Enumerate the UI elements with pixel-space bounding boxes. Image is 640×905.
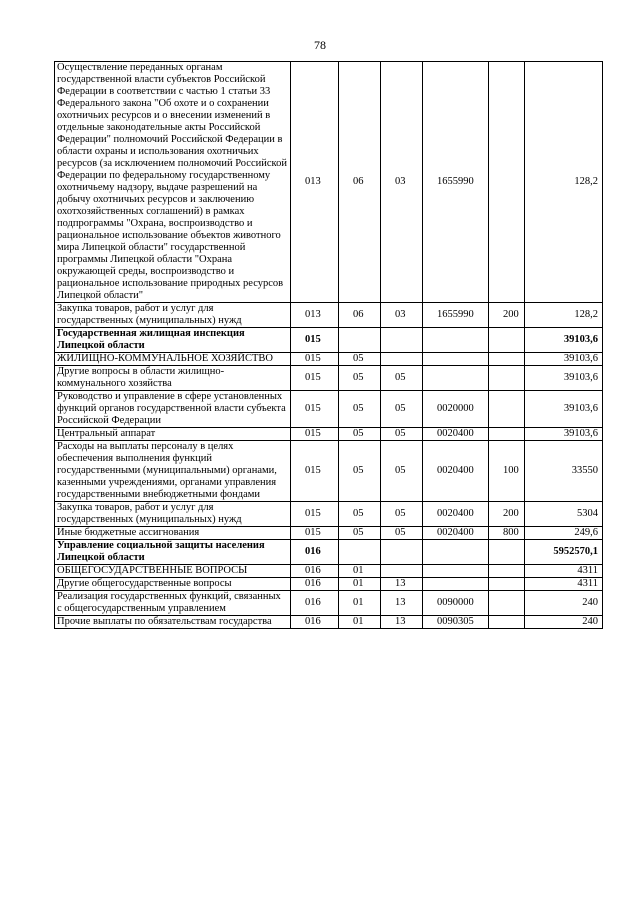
table-row: [55, 303, 603, 328]
row-name: Государственная жилищная инспекция Липецкой области: [55, 328, 291, 353]
row-expense-type: 200: [489, 502, 525, 527]
row-name: Руководство и управление в сфере установленных функций органов государственной власти субъекта Российской Федерации: [55, 391, 291, 428]
row-admin-code: 015: [291, 527, 339, 540]
row-name: Другие вопросы в области жилищно-коммунального хозяйства: [55, 366, 291, 391]
table-row: [55, 540, 603, 565]
row-amount: 39103,6: [525, 366, 603, 391]
row-section-code: 05: [339, 428, 381, 441]
row-expense-type: [489, 328, 525, 353]
row-name: Расходы на выплаты персоналу в целях обеспечения выполнения функций государственными (муниципальными) органами, казенными учреждениями, органами управления государственными внебюджетными фондами: [55, 441, 291, 502]
row-amount: 128,2: [525, 303, 603, 328]
row-name: Закупка товаров, работ и услуг для государственных (муниципальных) нужд: [55, 502, 291, 527]
table-row: [55, 328, 603, 353]
row-name: ЖИЛИЩНО-КОММУНАЛЬНОЕ ХОЗЯЙСТВО: [55, 353, 291, 366]
row-section-code: 05: [339, 391, 381, 428]
row-amount: 249,6: [525, 527, 603, 540]
table-row: [55, 502, 603, 527]
row-section-code: 01: [339, 578, 381, 591]
row-section-code: 01: [339, 591, 381, 616]
row-section-code: 01: [339, 565, 381, 578]
table-row: [55, 366, 603, 391]
row-name: Прочие выплаты по обязательствам государства: [55, 616, 291, 629]
row-subsection-code: 05: [381, 527, 423, 540]
row-name: ОБЩЕГОСУДАРСТВЕННЫЕ ВОПРОСЫ: [55, 565, 291, 578]
row-amount: 39103,6: [525, 391, 603, 428]
table-row: [55, 591, 603, 616]
row-subsection-code: 13: [381, 578, 423, 591]
row-section-code: 05: [339, 527, 381, 540]
row-section-code: [339, 540, 381, 565]
row-section-code: 06: [339, 303, 381, 328]
row-target-article: 0020400: [423, 527, 489, 540]
table-row: [55, 527, 603, 540]
row-target-article: 1655990: [423, 62, 489, 303]
row-section-code: 05: [339, 366, 381, 391]
row-subsection-code: 05: [381, 428, 423, 441]
row-target-article: [423, 353, 489, 366]
row-admin-code: 016: [291, 616, 339, 629]
row-name: Управление социальной защиты населения Липецкой области: [55, 540, 291, 565]
row-target-article: [423, 328, 489, 353]
row-amount: 5952570,1: [525, 540, 603, 565]
row-expense-type: [489, 565, 525, 578]
row-amount: 5304: [525, 502, 603, 527]
row-subsection-code: 05: [381, 441, 423, 502]
row-section-code: [339, 328, 381, 353]
table-row: [55, 616, 603, 629]
row-subsection-code: 05: [381, 502, 423, 527]
row-admin-code: 015: [291, 328, 339, 353]
row-subsection-code: [381, 540, 423, 565]
budget-table: [54, 61, 603, 629]
row-expense-type: [489, 578, 525, 591]
row-expense-type: 800: [489, 527, 525, 540]
row-expense-type: [489, 616, 525, 629]
row-subsection-code: [381, 353, 423, 366]
row-amount: 33550: [525, 441, 603, 502]
row-amount: 240: [525, 616, 603, 629]
row-admin-code: 015: [291, 391, 339, 428]
row-expense-type: [489, 428, 525, 441]
row-amount: 240: [525, 591, 603, 616]
row-target-article: 1655990: [423, 303, 489, 328]
row-admin-code: 015: [291, 441, 339, 502]
row-admin-code: 016: [291, 591, 339, 616]
row-name: Осуществление переданных органам государственной власти субъектов Российской Федерации в соответствии с частью 1 статьи 33 Федерального закона "Об охоте и о сохранении охотничьих ресурсов и о внесении изменений в отдельные законодательные акты Российской Федерации" полномочий Российской Федерации в области охраны и использования охотничьих ресурсов (за исключением полномочий Российской Федерации по федеральному государственному охотничьему надзору, выдаче разрешений на добычу охотничьих ресурсов и заключению охотхозяйственных соглашений) в рамках подпрограммы "Охрана, воспроизводство и рациональное использование объектов животного мира Липецкой области" государственной программы Липецкой области "Охрана окружающей среды, воспроизводство и рациональное использование природных ресурсов Липецкой области": [55, 62, 291, 303]
row-admin-code: 015: [291, 353, 339, 366]
row-expense-type: [489, 391, 525, 428]
row-amount: 4311: [525, 565, 603, 578]
row-admin-code: 015: [291, 366, 339, 391]
row-subsection-code: [381, 328, 423, 353]
row-section-code: 01: [339, 616, 381, 629]
table-row: [55, 353, 603, 366]
row-admin-code: 013: [291, 303, 339, 328]
row-target-article: 0090305: [423, 616, 489, 629]
row-section-code: 05: [339, 441, 381, 502]
row-section-code: 06: [339, 62, 381, 303]
row-subsection-code: 05: [381, 391, 423, 428]
row-admin-code: 015: [291, 428, 339, 441]
table-row: [55, 62, 603, 303]
row-target-article: [423, 565, 489, 578]
row-target-article: [423, 540, 489, 565]
row-section-code: 05: [339, 502, 381, 527]
table-row: [55, 578, 603, 591]
table-row: [55, 428, 603, 441]
row-target-article: 0020000: [423, 391, 489, 428]
row-name: Иные бюджетные ассигнования: [55, 527, 291, 540]
row-target-article: [423, 578, 489, 591]
row-subsection-code: 13: [381, 591, 423, 616]
row-admin-code: 015: [291, 502, 339, 527]
row-admin-code: 013: [291, 62, 339, 303]
row-subsection-code: 03: [381, 62, 423, 303]
row-name: Закупка товаров, работ и услуг для государственных (муниципальных) нужд: [55, 303, 291, 328]
row-expense-type: [489, 366, 525, 391]
row-name: Центральный аппарат: [55, 428, 291, 441]
page-number: 78: [314, 38, 326, 52]
row-target-article: 0090000: [423, 591, 489, 616]
row-subsection-code: 05: [381, 366, 423, 391]
row-expense-type: [489, 591, 525, 616]
table-row: [55, 441, 603, 502]
row-admin-code: 016: [291, 578, 339, 591]
row-subsection-code: 13: [381, 616, 423, 629]
row-amount: 128,2: [525, 62, 603, 303]
table-row: [55, 391, 603, 428]
row-expense-type: 200: [489, 303, 525, 328]
row-subsection-code: [381, 565, 423, 578]
row-section-code: 05: [339, 353, 381, 366]
row-target-article: [423, 366, 489, 391]
row-name: Реализация государственных функций, связанных с общегосударственным управлением: [55, 591, 291, 616]
row-amount: 39103,6: [525, 328, 603, 353]
row-target-article: 0020400: [423, 428, 489, 441]
row-expense-type: [489, 62, 525, 303]
row-target-article: 0020400: [423, 441, 489, 502]
row-amount: 39103,6: [525, 428, 603, 441]
row-expense-type: [489, 540, 525, 565]
row-target-article: 0020400: [423, 502, 489, 527]
table-row: [55, 565, 603, 578]
row-admin-code: 016: [291, 540, 339, 565]
row-amount: 4311: [525, 578, 603, 591]
row-expense-type: 100: [489, 441, 525, 502]
row-amount: 39103,6: [525, 353, 603, 366]
row-admin-code: 016: [291, 565, 339, 578]
row-subsection-code: 03: [381, 303, 423, 328]
row-expense-type: [489, 353, 525, 366]
row-name: Другие общегосударственные вопросы: [55, 578, 291, 591]
